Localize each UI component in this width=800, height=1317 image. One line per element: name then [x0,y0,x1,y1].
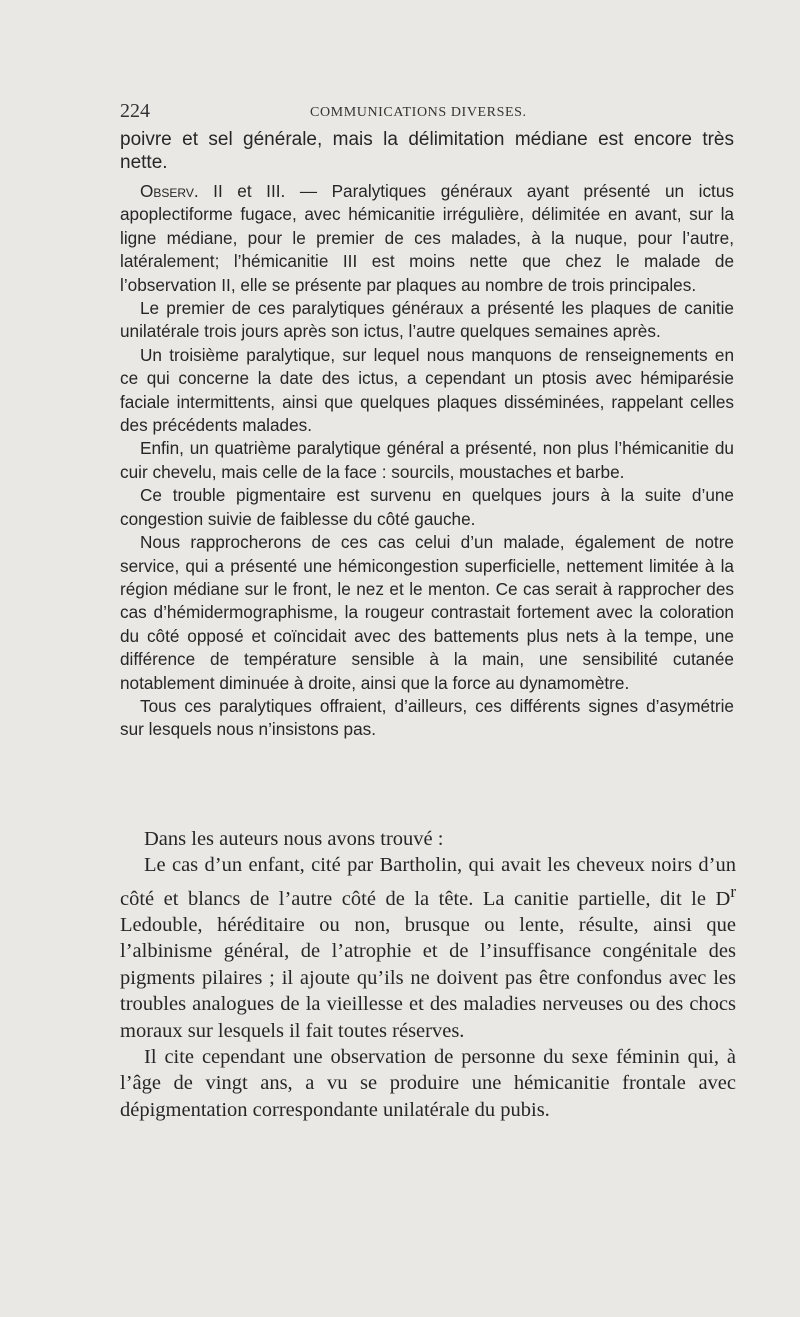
paragraph: Tous ces paralytiques offraient, d’ailleurs, ces différents signes d’asymétrie sur lesquels nous n’insistons pas. [120,695,734,740]
observ-label: Observ. [140,181,199,201]
superscript: r [730,881,736,901]
paragraph: Ce trouble pigmentaire est survenu en quelques jours à la suite d’une congestion suivie de faiblesse du côté gauche. [120,485,734,529]
running-title: COMMUNICATIONS DIVERSES. [310,105,527,120]
paragraph: Le premier de ces paralytiques généraux a présenté les plaques de canitie unilatérale trois jours après son ictus, l’autre quelques semaines après. [120,298,734,342]
page-number: 224 [120,100,150,122]
paragraph-observ-2-3 [120,180,734,297]
paragraph-continuation: poivre et sel générale, mais la délimitation médiane est encore très nette. [120,129,734,173]
text-segment: Ledouble, héréditaire ou non, brusque ou lente, résulte, ainsi que l’albinisme général, de l’atrophie et de l’insuffisance congénitale des pigments pilaires ; il ajoute qu’ils ne doivent pas être confondus avec les troubles analogues de la vieillesse et des maladies nerveuses ou des chocs moraux sur lesquels il fait toutes réserves. [120,914,736,1042]
authors-block [120,826,736,1123]
text-segment: Le cas d’un enfant, cité par Bartholin, qui avait les cheveux noirs d’un côté et blancs de l’autre côté de la tête. La canitie partielle, dit le D [120,854,736,910]
paragraph: Enfin, un quatrième paralytique général a présenté, non plus l’hémicanitie du cuir chevelu, mais celle de la face : sourcils, moustaches et barbe. [120,438,734,482]
page-header [120,100,732,124]
paragraph: Dans les auteurs nous avons trouvé : [144,828,444,850]
paragraph-bartholin [120,852,736,1044]
paragraph: Un troisième paralytique, sur lequel nous manquons de renseignements en ce qui concerne la date des ictus, a cependant un ptosis avec hémiparésie faciale intermittents, ainsi que quelques plaques disséminées, rappelant celles des précédents malades. [120,344,734,436]
paragraph: Nous rapprocherons de ces cas celui d’un malade, également de notre service, qui a présenté une hémicongestion superficielle, nettement limitée à la région médiane sur le front, le nez et le menton. Ce cas serait à rapprocher des cas d’hémidermographisme, la rougeur contrastait fortement avec la coloration du côté opposé et coïncidait avec des battements plus nets à la tempe, une différence de température sensible à la main, une sensibilité cutanée notablement diminuée à droite, ainsi que la force au dynamomètre. [120,532,734,693]
observ-text: II et III. — Paralytiques généraux ayant présenté un ictus apoplectiforme fugace, avec hémicanitie irrégulière, délimitée en avant, sur la ligne médiane, pour le premier de ces malades, à la nuque, pour l’autre, latéralement; l’hémicanitie III est moins nette que chez le malade de l’observation II, elle se présente par plaques au nombre de trois principales. [120,181,734,295]
paragraph: Il cite cependant une observation de personne du sexe féminin qui, à l’âge de vingt ans, a vu se produire une hémicanitie frontale avec dépigmentation correspondante unilatérale du pubis. [120,1046,736,1121]
observations-block [120,128,734,742]
